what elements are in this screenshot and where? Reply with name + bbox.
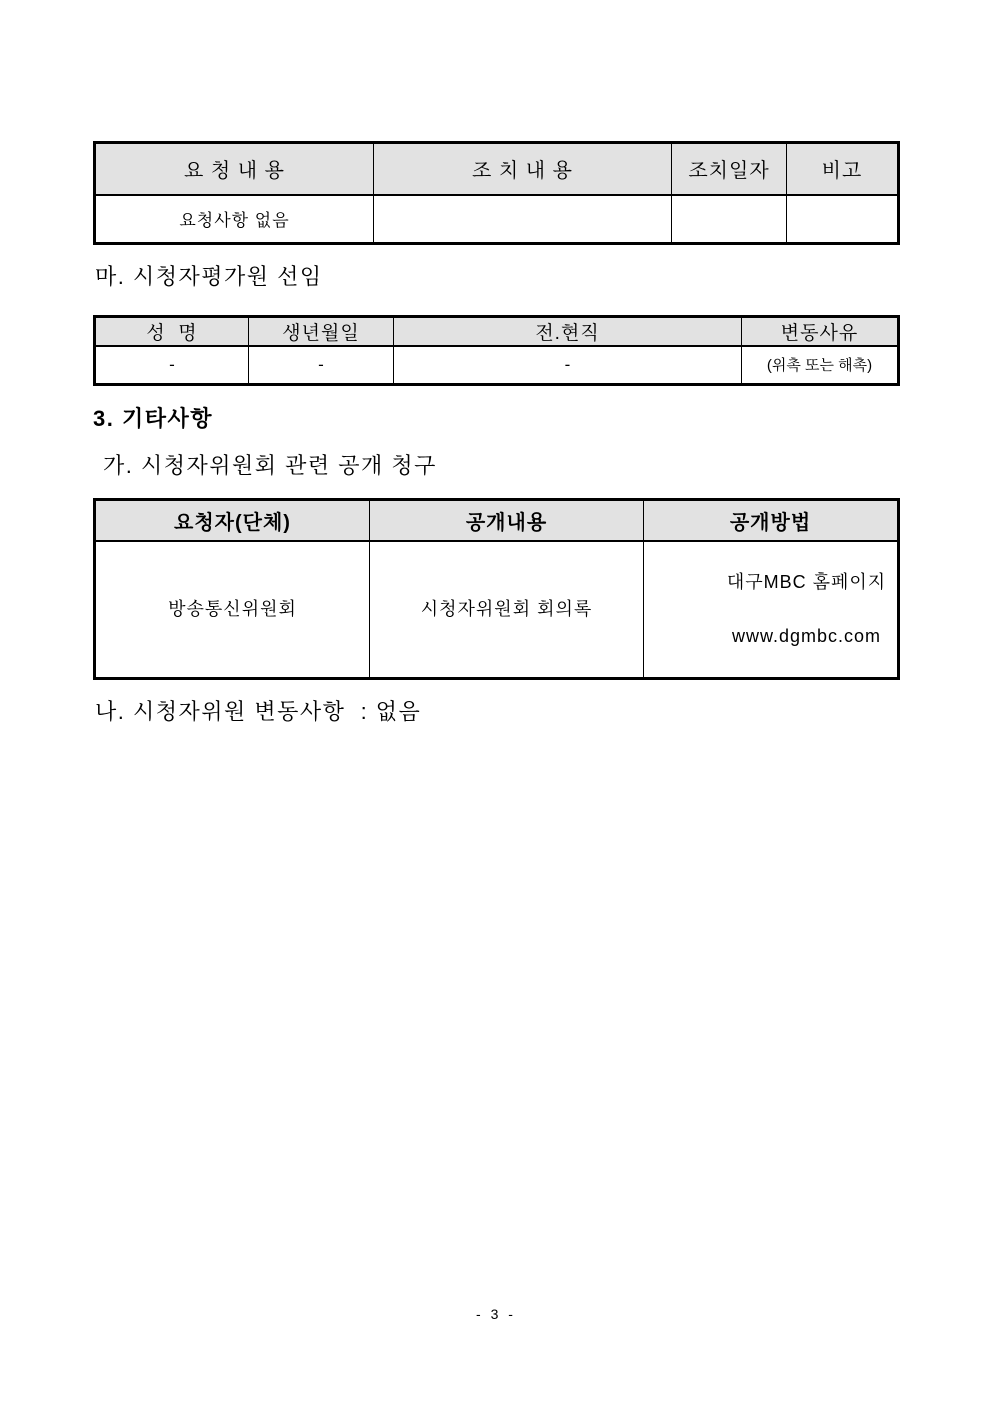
disclosure-header-row (95, 499, 899, 541)
header-remarks: 비고 (787, 143, 899, 195)
cell-position: - (394, 346, 742, 384)
header-request-content: 요 청 내 용 (95, 143, 374, 195)
request-action-data-row (95, 195, 899, 244)
cell-birthdate: - (249, 346, 394, 384)
cell-name: - (95, 346, 249, 384)
page-number: - 3 - (476, 1306, 516, 1322)
header-position: 전.현직 (394, 317, 742, 347)
section-heading-na: 나. 시청자위원 변동사항 : 없음 (95, 699, 422, 724)
evaluator-header-row (95, 317, 899, 347)
disclosure-table (93, 498, 900, 681)
cell-disclosure-method (644, 541, 899, 679)
cell-action-content (374, 195, 672, 244)
header-birthdate: 생년월일 (249, 317, 394, 347)
request-action-table (93, 141, 900, 245)
cell-remarks (787, 195, 899, 244)
cell-action-date (672, 195, 787, 244)
evaluator-data-row (95, 346, 899, 384)
header-disclosure-method: 공개방법 (644, 499, 899, 541)
header-change-reason: 변동사유 (742, 317, 899, 347)
section-heading-ma: 마. 시청자평가원 선임 (95, 264, 323, 289)
section-heading-3: 3. 기타사항 (93, 405, 213, 431)
cell-requester: 방송통신위원회 (95, 541, 370, 679)
header-name: 성 명 (95, 317, 249, 347)
cell-disclosure-content: 시청자위원회 회의록 (370, 541, 644, 679)
disclosure-data-row (95, 541, 899, 679)
evaluator-table (93, 315, 900, 386)
section-heading-ga: 가. 시청자위원회 관련 공개 청구 (103, 452, 437, 478)
document-content (93, 0, 897, 726)
header-disclosure-content: 공개내용 (370, 499, 644, 541)
disclosure-method-url: www.dgmbc.com (731, 626, 882, 646)
request-action-header-row (95, 143, 899, 195)
header-requester: 요청자(단체) (95, 499, 370, 541)
disclosure-method-line1: 대구MBC 홈페이지 (726, 572, 887, 592)
cell-change-reason: (위촉 또는 해촉) (742, 346, 899, 384)
header-action-content: 조 치 내 용 (374, 143, 672, 195)
header-action-date: 조치일자 (672, 143, 787, 195)
cell-request-content: 요청사항 없음 (95, 195, 374, 244)
